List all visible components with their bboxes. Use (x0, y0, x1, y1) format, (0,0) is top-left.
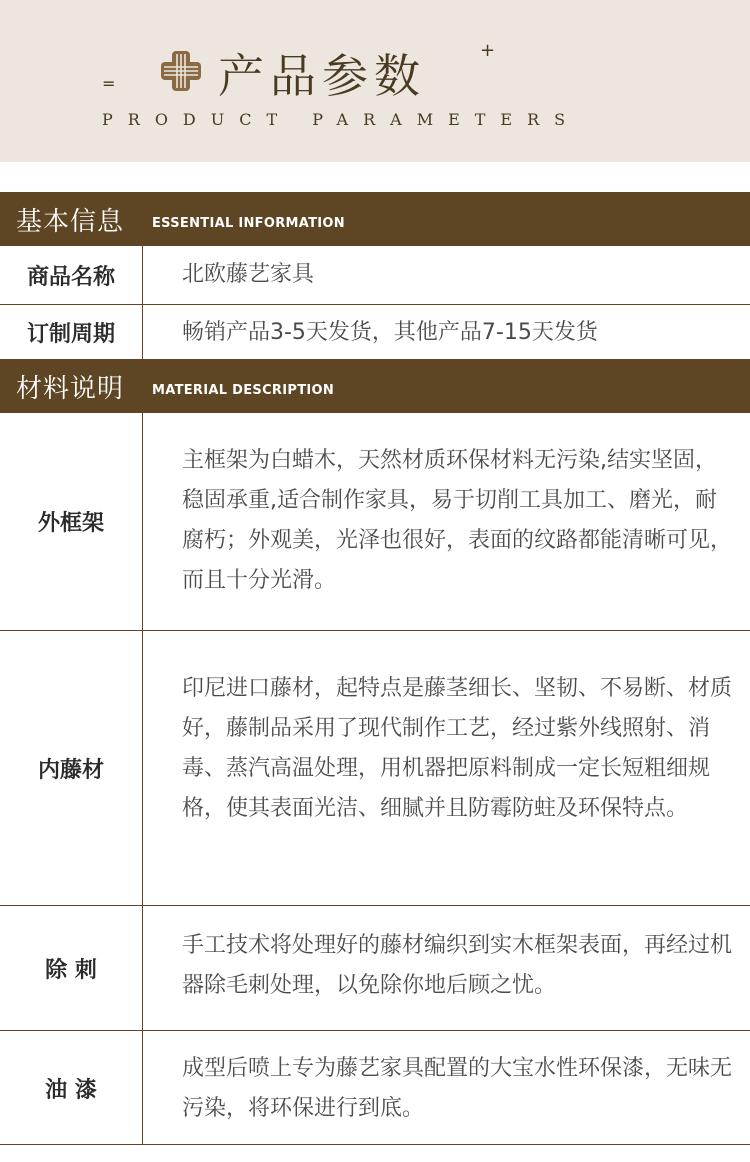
row-value: 北欧藤艺家具 (182, 262, 315, 287)
table-bottom-border (0, 1144, 750, 1145)
table-row (0, 905, 750, 1031)
table-row (0, 304, 750, 360)
row-value: 手工技术将处理好的藤材编织到实木框架表面，再经过机器除毛刺处理，以免除你地后顾之忧。 (182, 933, 733, 998)
row-label: 外框架 (0, 413, 143, 630)
row-value: 主框架为白蜡木，天然材质环保材料无污染,结实坚固，稳固承重,适合制作家具，易于切削工具加工、磨光，耐腐朽；外观美，光泽也很好，表面的纹路都能清晰可见，而且十分光滑。 (182, 448, 733, 593)
table-row (0, 630, 750, 906)
row-label: 内藤材 (0, 631, 143, 906)
section-title-en: MATERIAL DESCRIPTION (152, 383, 335, 398)
section-title-zh: 基本信息 (16, 207, 125, 237)
rattan-logo-icon (160, 50, 202, 92)
row-label: 除 刺 (0, 906, 143, 1031)
section-title-en: ESSENTIAL INFORMATION (152, 216, 345, 231)
row-value: 印尼进口藤材，起特点是藤茎细长、坚韧、不易断、材质好，藤制品采用了现代制作工艺，经过紫外线照射、消毒、蒸汽高温处理，用机器把原料制成一定长短粗细规格，使其表面光洁、细腻并且防霉防蛀及环保特点。 (182, 676, 733, 821)
row-value: 畅销产品3-5天发货，其他产品7-15天发货 (182, 319, 598, 345)
right-decoration: + (480, 40, 496, 61)
row-label: 订制周期 (0, 305, 143, 360)
section-title-zh: 材料说明 (16, 374, 125, 404)
row-label: 油 漆 (0, 1031, 143, 1145)
table-row (0, 1030, 750, 1145)
left-decoration: = (102, 74, 116, 93)
page-subtitle: PRODUCT PARAMETERS (102, 110, 581, 129)
header-banner (0, 0, 750, 162)
page-title: 产品参数 (218, 49, 426, 103)
table-row (0, 246, 750, 304)
row-label: 商品名称 (0, 246, 143, 304)
section-header-material (0, 359, 750, 413)
row-value: 成型后喷上专为藤艺家具配置的大宝水性环保漆，无味无污染，将环保进行到底。 (182, 1056, 733, 1121)
section-header-basic (0, 192, 750, 246)
table-row (0, 413, 750, 630)
